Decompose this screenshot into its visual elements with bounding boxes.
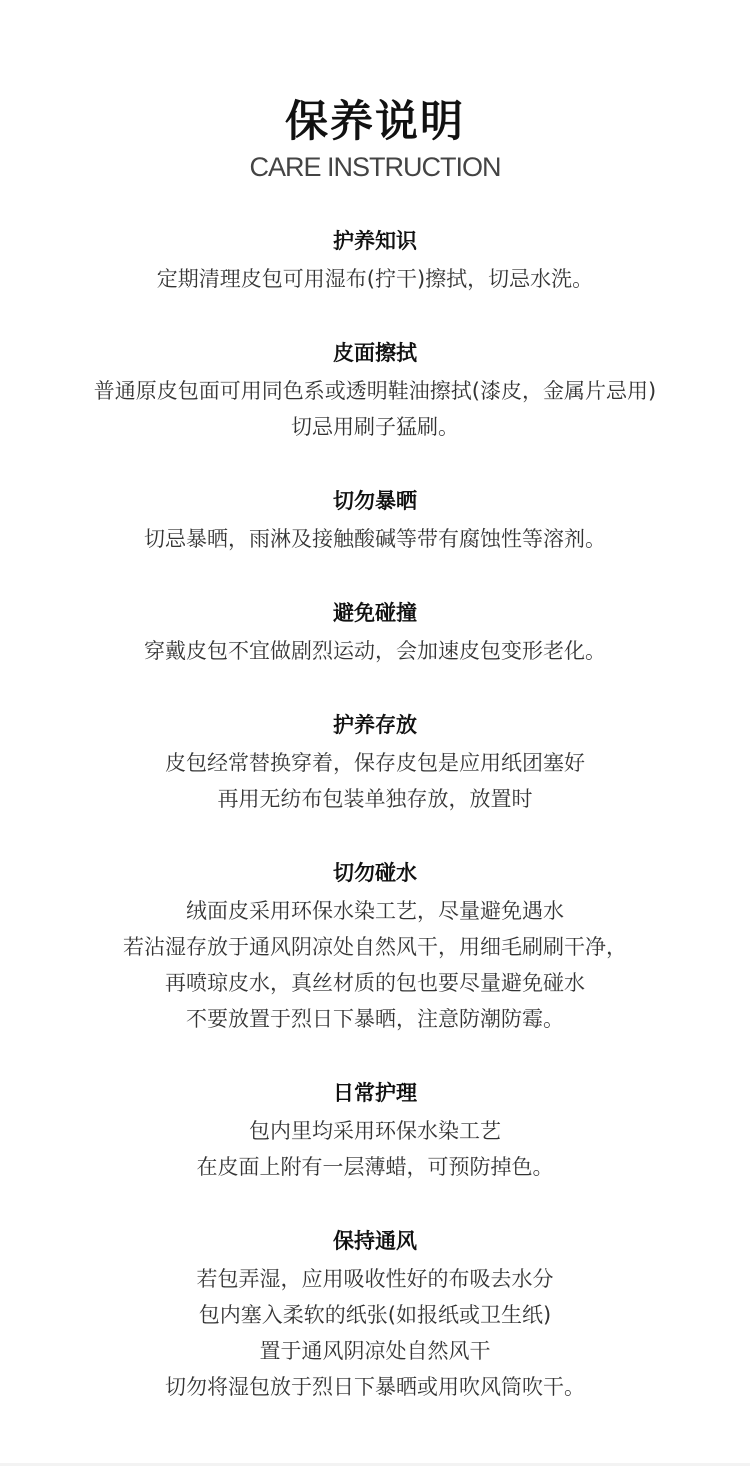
page-subtitle: CARE INSTRUCTION: [249, 152, 501, 182]
section-daily-care: [0, 1073, 750, 1185]
section-spacer: [0, 1185, 750, 1221]
section-text-line: 皮包经常替换穿着，保存皮包是应用纸团塞好: [165, 751, 585, 775]
section-text-line: 包内里均采用环保水染工艺: [249, 1119, 501, 1143]
section-title: 避免碰撞: [333, 601, 417, 625]
section-spacer: [0, 817, 750, 853]
section-text-line: 再喷琼皮水，真丝材质的包也要尽量避免碰水: [165, 971, 585, 995]
section-text-line: 在皮面上附有一层薄蜡，可预防掉色。: [196, 1155, 554, 1179]
section-avoid-collision: [0, 593, 750, 669]
section-title: 切勿暴晒: [333, 489, 417, 513]
section-text-line: 再用无纺布包装单独存放，放置时: [217, 787, 533, 811]
section-storage: [0, 705, 750, 817]
section-text-line: 不要放置于烈日下暴晒，注意防潮防霉。: [186, 1007, 564, 1031]
care-sections: [0, 221, 750, 1405]
section-title: 护养存放: [333, 713, 417, 737]
section-avoid-water: [0, 853, 750, 1037]
section-title: 护养知识: [333, 229, 417, 253]
section-text-line: 定期清理皮包可用湿布(拧干)擦拭，切忌水洗。: [156, 267, 594, 291]
section-text-line: 切勿将湿包放于烈日下暴晒或用吹风筒吹干。: [165, 1375, 585, 1399]
section-text-line: 切忌暴晒，雨淋及接触酸碱等带有腐蚀性等溶剂。: [144, 527, 606, 551]
section-care-knowledge: [0, 221, 750, 297]
section-surface-wiping: [0, 333, 750, 445]
section-title: 切勿碰水: [333, 861, 417, 885]
section-text-line: 穿戴皮包不宜做剧烈运动，会加速皮包变形老化。: [144, 639, 606, 663]
section-text-line: 普通原皮包面可用同色系或透明鞋油擦拭(漆皮，金属片忌用): [93, 379, 657, 403]
section-text-line: 若沾湿存放于通风阴凉处自然风干，用细毛刷刷干净，: [123, 935, 627, 959]
section-text-line: 切忌用刷子猛刷。: [291, 415, 459, 439]
section-ventilation: [0, 1221, 750, 1405]
page-title: 保养说明: [285, 97, 465, 147]
section-spacer: [0, 445, 750, 481]
section-avoid-sun: [0, 481, 750, 557]
section-spacer: [0, 297, 750, 333]
section-spacer: [0, 557, 750, 593]
section-title: 保持通风: [333, 1229, 417, 1253]
section-title: 皮面擦拭: [333, 341, 417, 365]
section-text-line: 若包弄湿，应用吸收性好的布吸去水分: [196, 1267, 554, 1291]
section-spacer: [0, 1037, 750, 1073]
section-text-line: 包内塞入柔软的纸张(如报纸或卫生纸): [198, 1303, 552, 1327]
section-spacer: [0, 669, 750, 705]
section-title: 日常护理: [333, 1081, 417, 1105]
section-text-line: 置于通风阴凉处自然风干: [259, 1339, 491, 1363]
section-text-line: 绒面皮采用环保水染工艺，尽量避免遇水: [186, 899, 564, 923]
